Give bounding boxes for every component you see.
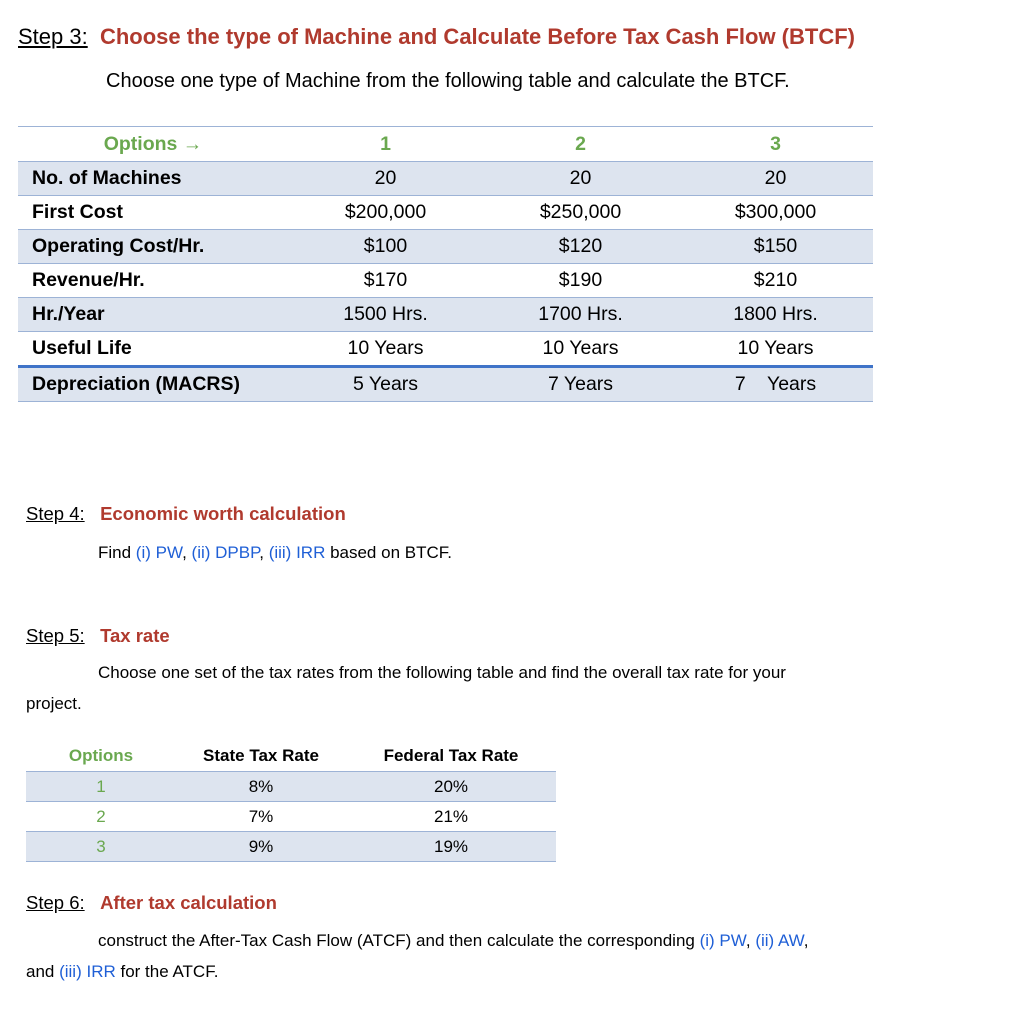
irr-term: (iii) IRR [59,962,116,981]
table-cell: $200,000 [344,201,427,223]
step5-title: Tax rate [100,625,170,646]
step4-label: Step 4: [26,503,85,524]
table-row [18,264,873,298]
state-tax-cell: 9% [176,832,346,862]
table-row [18,230,873,264]
table-cell: 5 Years [288,367,483,402]
option-header: 1 [380,132,391,155]
step4-text-suffix: based on BTCF. [325,543,452,562]
separator: , [803,931,809,950]
separator: , [745,931,756,950]
options-header: Options → [103,132,203,155]
table-cell: $210 [753,269,798,291]
row-label: No. of Machines [18,162,288,196]
table-cell: $120 [483,230,678,264]
table-row [18,367,873,402]
tax-rate-table [26,740,556,862]
step3-heading [18,24,855,50]
step4-text [98,543,452,563]
option-header: 3 [770,132,781,155]
table-cell: 7 Years [678,367,873,402]
table-cell: 20 [678,162,873,196]
table-cell: $190 [558,269,603,291]
irr-term: (iii) IRR [268,543,326,562]
row-label: Revenue/Hr. [32,269,145,291]
table-row [18,298,873,332]
federal-tax-header: Federal Tax Rate [383,745,519,765]
pw-term: (i) PW [699,931,746,950]
table-row [18,162,873,196]
table-header-row [26,740,556,772]
table-cell: 7 Years [483,367,678,402]
table-cell: $170 [363,269,408,291]
table-cell: 10 Years [737,337,814,359]
step4-heading [26,503,346,525]
table-cell: 1800 Hrs. [678,298,873,332]
options-header: Options [68,745,134,765]
table-row [26,772,556,802]
option-cell: 3 [26,832,176,862]
table-row [18,196,873,230]
table-row [26,802,556,832]
machine-options-table [18,126,873,402]
row-label: First Cost [32,201,124,223]
step3-instruction: Choose one type of Machine from the following table and calculate the BTCF. [106,70,790,92]
separator: , [259,543,269,562]
step4-title: Economic worth calculation [100,503,346,524]
step6-heading [26,892,277,914]
step4-text-prefix: Find [98,543,136,562]
table-cell: 10 Years [542,337,619,359]
federal-tax-cell: 21% [433,806,469,826]
option-cell: 1 [26,772,176,802]
aw-term: (ii) AW [755,931,804,950]
step6-line2-suffix: for the ATCF. [115,962,219,981]
step6-title: After tax calculation [100,892,277,913]
table-cell: 1700 Hrs. [483,298,678,332]
option-cell: 2 [96,806,106,826]
state-tax-cell: 8% [176,772,346,802]
table-cell: 20 [288,162,483,196]
federal-tax-cell: 19% [346,832,556,862]
pw-term: (i) PW [135,543,183,562]
table-cell: $300,000 [734,201,817,223]
step5-text-line1: Choose one set of the tax rates from the following table and find the overall tax rate for your [98,663,786,682]
table-row [18,332,873,367]
table-cell: 10 Years [347,337,424,359]
step6-text-line1 [98,931,809,951]
row-label: Operating Cost/Hr. [18,230,288,264]
state-tax-cell: 7% [248,806,274,826]
step3-title: Choose the type of Machine and Calculate Before Tax Cash Flow (BTCF) [99,24,855,49]
step5-label: Step 5: [26,625,85,646]
table-cell: $250,000 [539,201,622,223]
table-row [26,832,556,862]
table-cell: $150 [678,230,873,264]
separator: , [182,543,192,562]
dpbp-term: (ii) DPBP [191,543,260,562]
state-tax-header: State Tax Rate [203,745,319,765]
table-cell: $100 [288,230,483,264]
step5-heading [26,625,170,647]
table-header-row [18,127,873,162]
option-header: 2 [575,132,586,155]
step3-label: Step 3: [18,24,88,49]
row-label: Depreciation (MACRS) [18,367,288,402]
step6-line1-prefix: construct the After-Tax Cash Flow (ATCF) and then calculate the corresponding [98,931,700,950]
row-label: Useful Life [32,337,132,359]
federal-tax-cell: 20% [346,772,556,802]
step6-line2-prefix: and [26,962,60,981]
table-cell: 20 [483,162,678,196]
step6-label: Step 6: [26,892,85,913]
row-label: Hr./Year [18,298,288,332]
step6-text-line2 [26,962,218,982]
table-cell: 1500 Hrs. [288,298,483,332]
step5-text-line2: project. [26,694,82,713]
